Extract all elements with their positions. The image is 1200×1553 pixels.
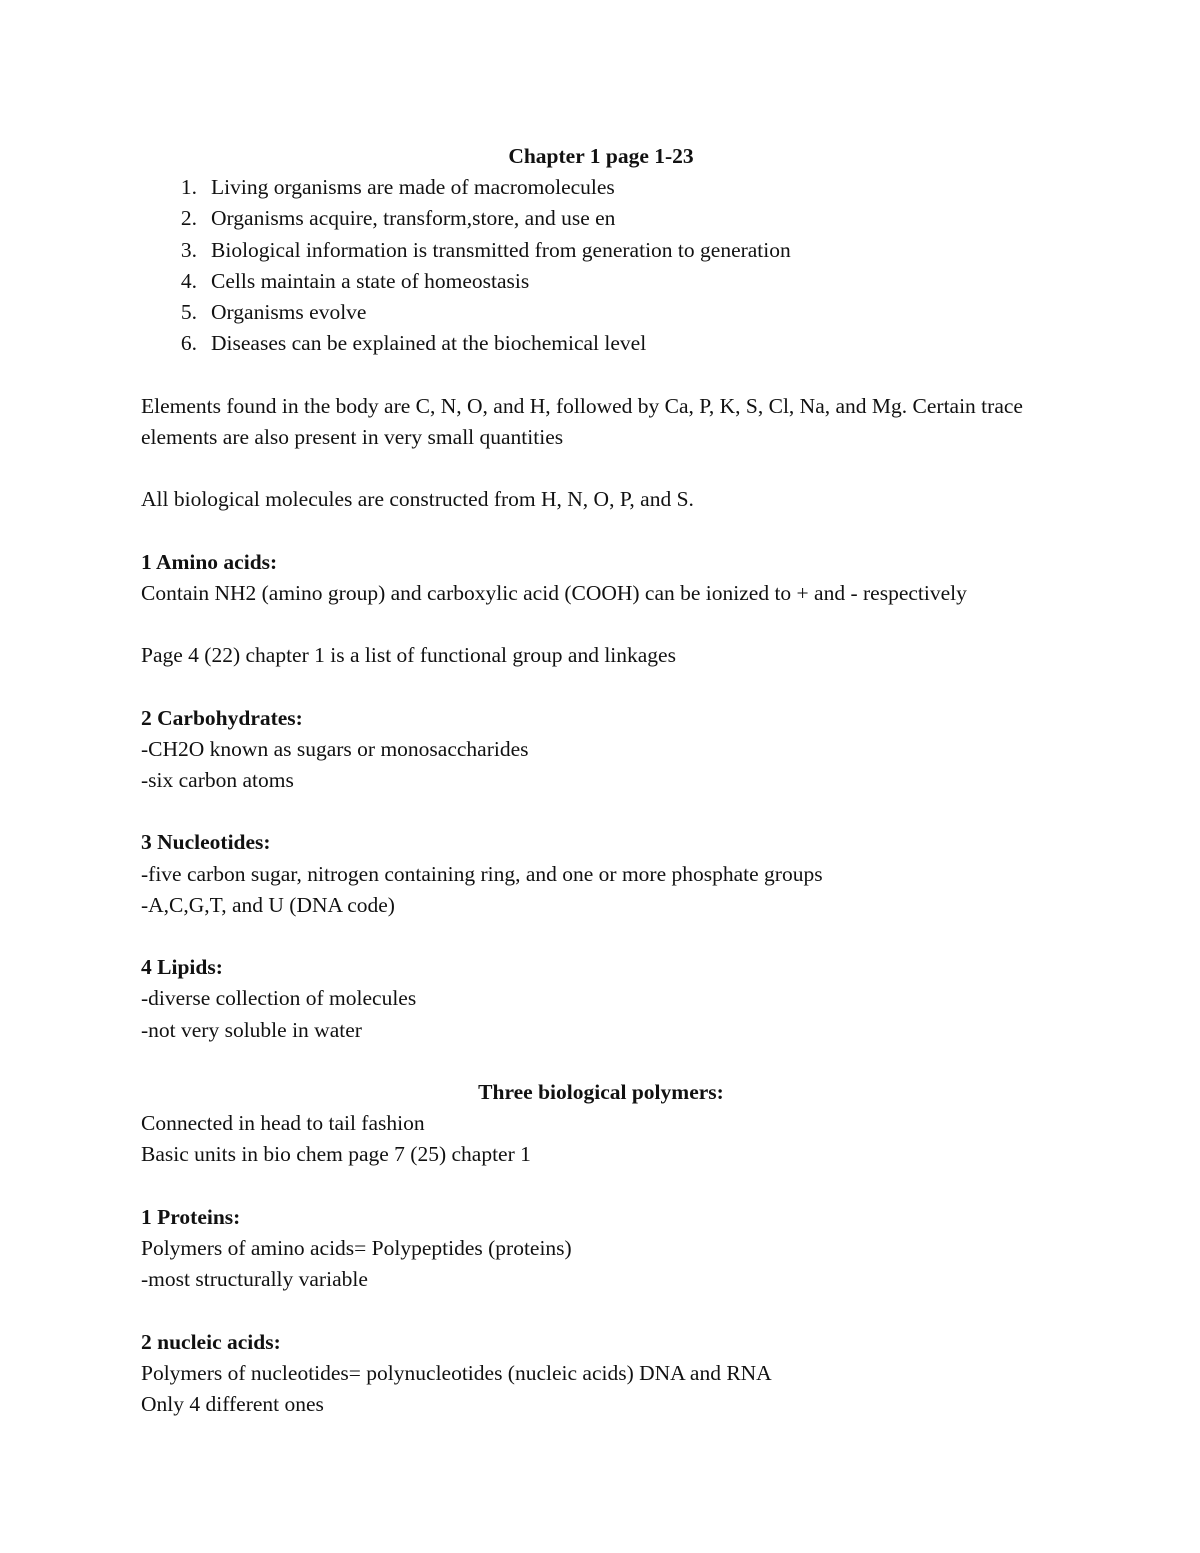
lipids-line: -not very soluble in water	[141, 1017, 362, 1042]
spacer	[141, 1295, 1061, 1326]
spacer	[141, 359, 1061, 390]
nucleotides-line: -five carbon sugar, nitrogen containing ring, and one or more phosphate groups	[141, 861, 823, 886]
spacer	[141, 1171, 1061, 1202]
amino-acids-line: Contain NH2 (amino group) and carboxylic acid (COOH) can be ionized to + and - respectively	[141, 580, 967, 605]
document-body	[141, 141, 1061, 1420]
carbohydrates-line: -six carbon atoms	[141, 767, 294, 792]
spacer	[141, 796, 1061, 827]
list-item	[141, 297, 1061, 328]
nucleotides-heading: 3 Nucleotides:	[141, 830, 271, 855]
proteins-line: -most structurally variable	[141, 1267, 368, 1292]
nucleotides-line: -A,C,G,T, and U (DNA code)	[141, 892, 395, 917]
spacer	[141, 515, 1061, 546]
list-text: Organisms acquire, transform,store, and use en	[211, 206, 616, 231]
polymers-heading: Three biological polymers:	[478, 1079, 724, 1104]
amino-acids-heading: 1 Amino acids:	[141, 549, 278, 574]
list-item	[141, 328, 1061, 359]
polymers-intro-line: Connected in head to tail fashion	[141, 1111, 425, 1136]
spacer	[141, 609, 1061, 640]
elements-paragraph: Elements found in the body are C, N, O, and H, followed by Ca, P, K, S, Cl, Na, and Mg. Certain trace elements are also present in very small quantities	[141, 393, 1023, 449]
nucleic-acids-line: Polymers of nucleotides= polynucleotides (nucleic acids) DNA and RNA	[141, 1360, 772, 1385]
carbohydrates-line: -CH2O known as sugars or monosaccharides	[141, 736, 529, 761]
list-item	[141, 172, 1061, 203]
list-number: 3.	[180, 237, 197, 262]
list-item	[141, 266, 1061, 297]
nucleic-acids-line: Only 4 different ones	[141, 1391, 324, 1416]
list-number: 4.	[180, 268, 197, 293]
list-text: Cells maintain a state of homeostasis	[211, 268, 530, 293]
list-text: Organisms evolve	[211, 300, 367, 325]
list-text: Living organisms are made of macromolecules	[211, 175, 615, 200]
proteins-line: Polymers of amino acids= Polypeptides (proteins)	[141, 1235, 572, 1260]
characteristics-list	[141, 172, 1061, 359]
spacer	[141, 453, 1061, 484]
list-text: Diseases can be explained at the biochemical level	[211, 331, 647, 356]
functional-groups-note: Page 4 (22) chapter 1 is a list of functional group and linkages	[141, 643, 676, 668]
list-item	[141, 235, 1061, 266]
molecules-paragraph: All biological molecules are constructed from H, N, O, P, and S.	[141, 487, 694, 512]
list-item	[141, 203, 1061, 234]
proteins-heading: 1 Proteins:	[141, 1204, 241, 1229]
nucleic-acids-heading: 2 nucleic acids:	[141, 1329, 281, 1354]
list-text: Biological information is transmitted from generation to generation	[211, 237, 791, 262]
spacer	[141, 921, 1061, 952]
page-title: Chapter 1 page 1-23	[508, 144, 694, 168]
spacer	[141, 671, 1061, 702]
list-number: 5.	[180, 300, 197, 325]
list-number: 1.	[180, 175, 197, 200]
lipids-line: -diverse collection of molecules	[141, 986, 417, 1011]
carbohydrates-heading: 2 Carbohydrates:	[141, 705, 303, 730]
polymers-intro-line: Basic units in bio chem page 7 (25) chapter 1	[141, 1142, 531, 1167]
list-number: 2.	[180, 206, 197, 231]
list-number: 6.	[180, 331, 197, 356]
lipids-heading: 4 Lipids:	[141, 955, 223, 980]
spacer	[141, 1046, 1061, 1077]
